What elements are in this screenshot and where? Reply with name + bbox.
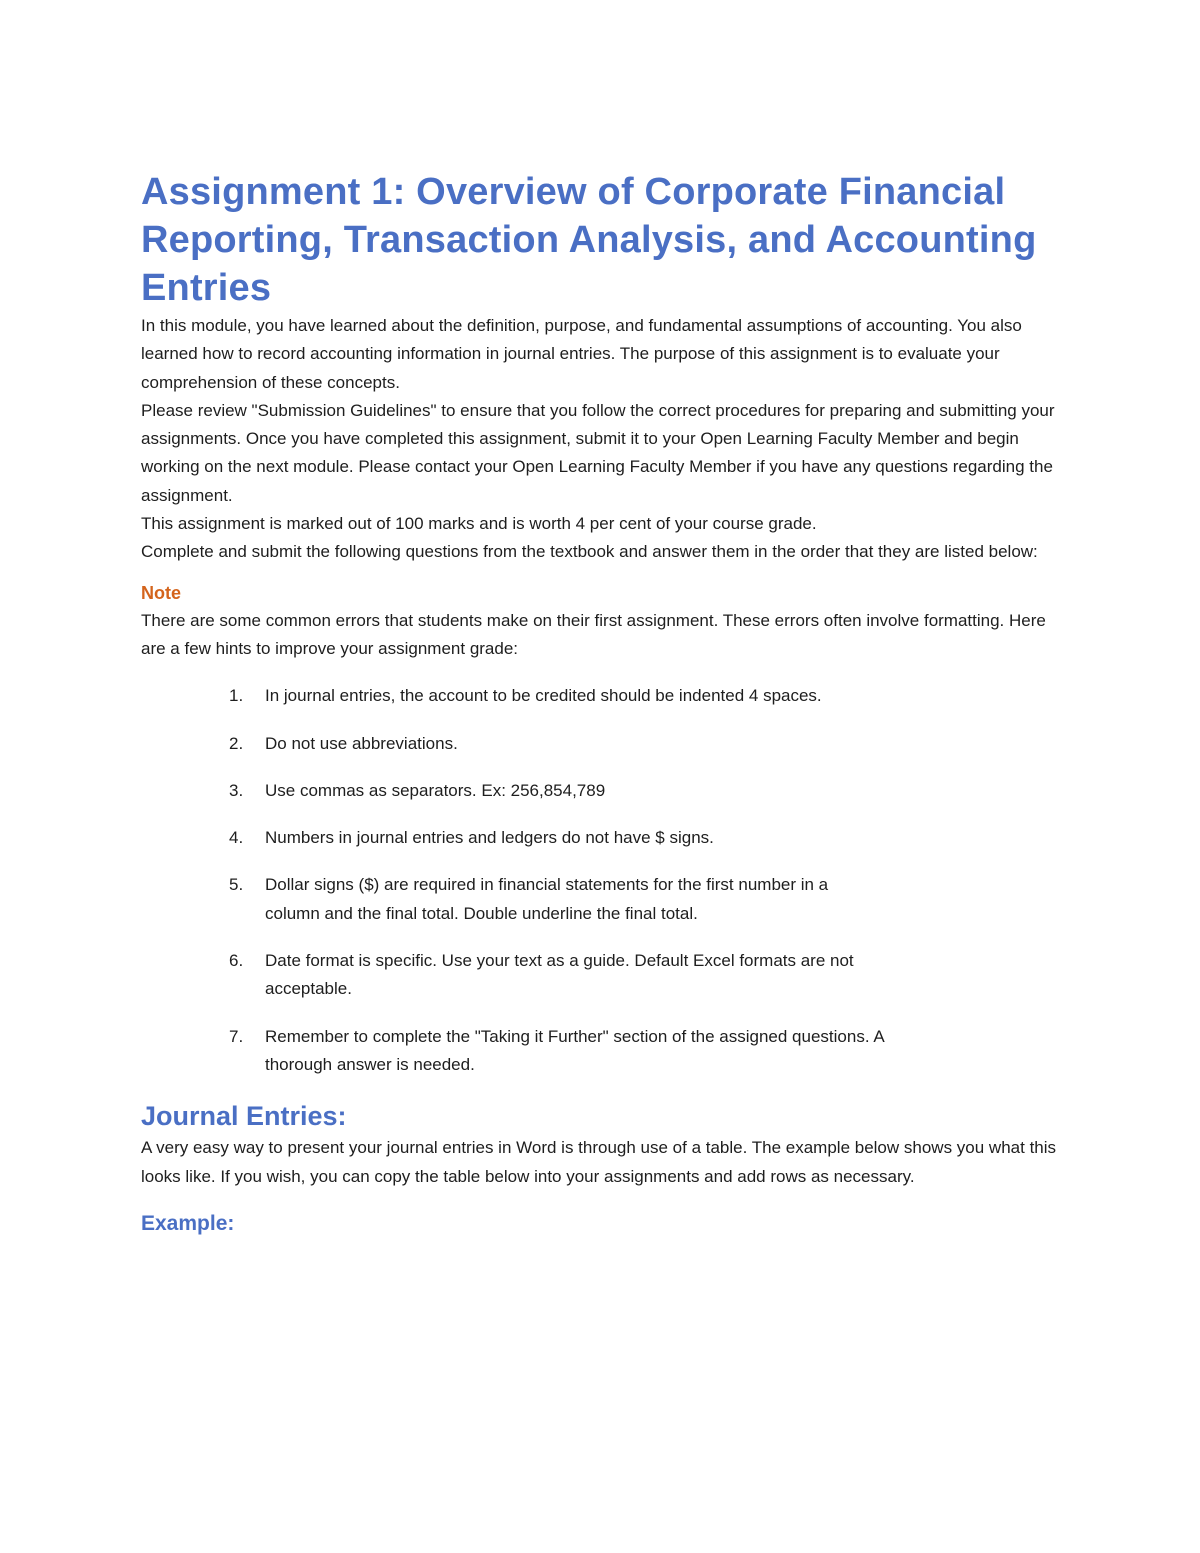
list-item-number: 2. — [229, 733, 244, 753]
list-item-text: In journal entries, the account to be credited should be indented 4 spaces. — [265, 686, 822, 706]
list-item — [141, 1023, 885, 1080]
list-item — [141, 730, 885, 758]
list-item-number: 6. — [229, 951, 244, 971]
list-item-text: Do not use abbreviations. — [265, 733, 458, 753]
list-item — [141, 947, 885, 1004]
list-item-number: 4. — [229, 828, 244, 848]
list-item-text: Dollar signs ($) are required in financial statements for the first number in a column and the final total. Double underline the final total. — [265, 875, 829, 923]
list-item-number: 5. — [229, 875, 244, 895]
hints-list — [141, 682, 1061, 1079]
journal-entries-paragraph: A very easy way to present your journal entries in Word is through use of a table. The example below shows you what this looks like. If you wish, you can copy the table below into your assignments and add rows as necessary. — [141, 1138, 1057, 1186]
list-item-number: 7. — [229, 1026, 244, 1046]
note-paragraph: There are some common errors that students make on their first assignment. These errors often involve formatting. Here are a few hints to improve your assignment grade: — [141, 610, 1046, 658]
list-item — [141, 777, 885, 805]
list-item-number: 1. — [229, 686, 244, 706]
list-item — [141, 871, 885, 928]
marks-paragraph: This assignment is marked out of 100 marks and is worth 4 per cent of your course grade. — [141, 514, 817, 534]
document-page — [141, 168, 1061, 1239]
intro-paragraph: In this module, you have learned about the definition, purpose, and fundamental assumptions of accounting. You also learned how to record accounting information in journal entries. The purpose of this assignment is to evaluate your comprehension of these concepts. — [141, 316, 1022, 392]
list-item-text: Remember to complete the "Taking it Further" section of the assigned questions. A thorough answer is needed. — [265, 1026, 884, 1074]
list-item — [141, 824, 885, 852]
list-item-number: 3. — [229, 780, 244, 800]
list-item-text: Date format is specific. Use your text as a guide. Default Excel formats are not acceptable. — [265, 951, 854, 999]
note-label: Note — [141, 582, 181, 603]
instructions-paragraph: Complete and submit the following questions from the textbook and answer them in the order that they are listed below: — [141, 542, 1038, 562]
journal-entries-heading: Journal Entries: — [141, 1101, 347, 1132]
guidelines-paragraph: Please review "Submission Guidelines" to ensure that you follow the correct procedures for preparing and submitting your assignments. Once you have completed this assignment, submit it to your Open Learning Faculty Member and begin working on the next module. Please contact your Open Learning Faculty Member if you have any questions regarding the assignment. — [141, 400, 1055, 505]
list-item — [141, 682, 885, 710]
example-heading: Example: — [141, 1211, 235, 1235]
list-item-text: Numbers in journal entries and ledgers do not have $ signs. — [265, 828, 714, 848]
page-title: Assignment 1: Overview of Corporate Financial Reporting, Transaction Analysis, and Accounting Entries — [141, 171, 1037, 309]
list-item-text: Use commas as separators. Ex: 256,854,789 — [265, 780, 606, 800]
